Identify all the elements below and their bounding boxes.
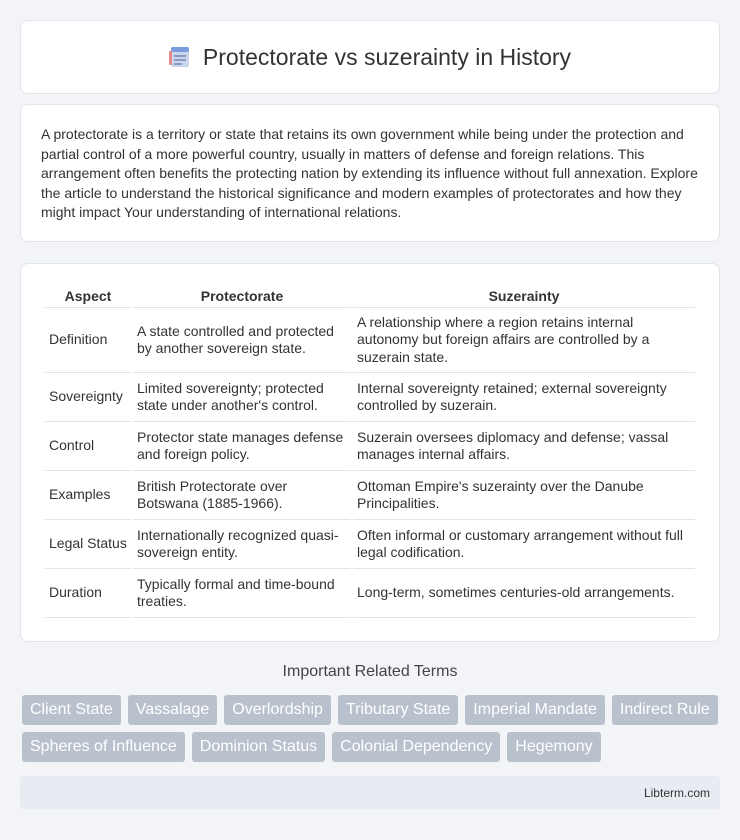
document-icon [169, 45, 191, 69]
intro-card [20, 104, 720, 242]
footer [20, 776, 720, 809]
protectorate-cell: Protector state manages defense and foreign policy. [133, 422, 351, 471]
comparison-table-card [20, 263, 720, 642]
related-term-tag[interactable]: Vassalage [128, 695, 218, 725]
suzerainty-cell: Ottoman Empire's suzerainty over the Danube Principalities. [353, 471, 695, 520]
table-header-row [45, 284, 695, 308]
table-row [45, 520, 695, 569]
column-header-suzerainty: Suzerainty [353, 284, 695, 308]
suzerainty-cell: Internal sovereignty retained; external sovereignty controlled by suzerain. [353, 373, 695, 422]
related-term-tag[interactable]: Indirect Rule [612, 695, 718, 725]
table-row [45, 308, 695, 373]
footer-site-link[interactable]: Libterm.com [643, 785, 710, 800]
related-term-tag[interactable]: Tributary State [338, 695, 458, 725]
protectorate-cell: Limited sovereignty; protected state under another's control. [133, 373, 351, 422]
table-row [45, 471, 695, 520]
protectorate-cell: A state controlled and protected by another sovereign state. [133, 308, 351, 373]
related-term-tag[interactable]: Spheres of Influence [22, 732, 185, 762]
title-card [20, 20, 720, 94]
related-term-tag[interactable]: Dominion Status [192, 732, 325, 762]
aspect-cell: Sovereignty [45, 373, 131, 422]
aspect-cell: Legal Status [45, 520, 131, 569]
aspect-cell: Duration [45, 569, 131, 618]
comparison-table [43, 284, 697, 618]
column-header-protectorate: Protectorate [133, 284, 351, 308]
aspect-cell: Definition [45, 308, 131, 373]
protectorate-cell: Internationally recognized quasi-sovereign entity. [133, 520, 351, 569]
table-row [45, 569, 695, 618]
aspect-cell: Examples [45, 471, 131, 520]
protectorate-cell: Typically formal and time-bound treaties. [133, 569, 351, 618]
table-row [45, 422, 695, 471]
page-title: Protectorate vs suzerainty in History [202, 43, 572, 70]
related-term-tag[interactable]: Overlordship [224, 695, 331, 725]
protectorate-cell: British Protectorate over Botswana (1885-1966). [133, 471, 351, 520]
suzerainty-cell: Suzerain oversees diplomacy and defense; vassal manages internal affairs. [353, 422, 695, 471]
suzerainty-cell: Long-term, sometimes centuries-old arrangements. [353, 569, 695, 618]
related-term-tag[interactable]: Imperial Mandate [465, 695, 605, 725]
table-row [45, 373, 695, 422]
related-terms-heading: Important Related Terms [282, 663, 458, 680]
related-term-tag[interactable]: Colonial Dependency [332, 732, 500, 762]
column-header-aspect: Aspect [45, 284, 131, 308]
aspect-cell: Control [45, 422, 131, 471]
related-term-tag[interactable]: Hegemony [507, 732, 600, 762]
related-terms-list [22, 695, 722, 762]
intro-text: A protectorate is a territory or state that retains its own government while being under the protection and partial control of a more powerful country, usually in matters of defense and foreign relations. This arrangement often benefits the protecting nation by extending its influence without full annexation. Explore the article to understand the historical significance and modern examples of protectorates and how they might impact Your understanding of international relations. [41, 126, 698, 221]
suzerainty-cell: Often informal or customary arrangement without full legal codification. [353, 520, 695, 569]
related-term-tag[interactable]: Client State [22, 695, 121, 725]
suzerainty-cell: A relationship where a region retains internal autonomy but foreign affairs are controlled by a suzerain state. [353, 308, 695, 373]
